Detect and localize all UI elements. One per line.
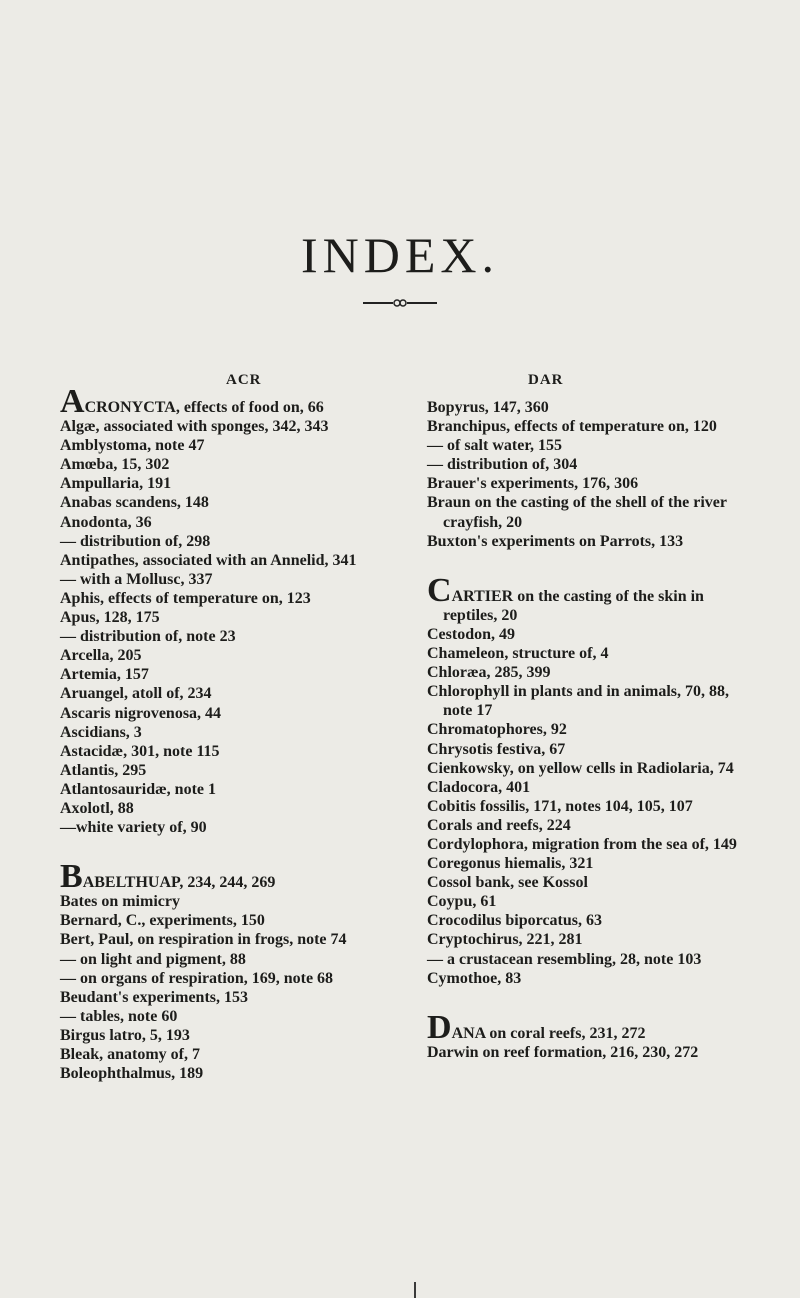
index-entry: Chlorophyll in plants and in animals, 70, 88, note 17 [427,683,730,720]
index-entry: Bernard, C., experiments, 150 [60,912,265,930]
index-entry: Cymothoe, 83 [427,969,522,987]
index-entry: Antipathes, associated with an Annelid, 341 [60,551,357,569]
section-gap [427,551,762,587]
index-entry: CARTIER on the casting of the skin in reptiles, 20 [427,571,704,624]
index-entry: Ascidians, 3 [60,723,142,741]
index-entry: Axolotl, 88 [60,799,134,817]
index-entry: DANA on coral reefs, 231, 272 [427,1008,646,1046]
column-divider [414,1282,416,1298]
index-entry: Ascaris nigrovenosa, 44 [60,704,222,722]
index-entry: Buxton's experiments on Parrots, 133 [427,532,684,550]
title-ornament [363,298,437,308]
index-entry: Coypu, 61 [427,893,497,911]
index-entry: Braun on the casting of the shell of the river crayfish, 20 [427,494,727,531]
index-entry: Coregonus hiemalis, 321 [427,855,594,873]
index-column-left [60,383,385,1083]
index-entry: Atlantosauridæ, note 1 [60,780,217,798]
index-entry: Aphis, effects of temperature on, 123 [60,589,311,607]
index-entry: Algæ, associated with sponges, 342, 343 [60,418,329,436]
index-entry: Beudant's experiments, 153 [60,988,248,1006]
section-gap [60,837,385,873]
index-entry: Brauer's experiments, 176, 306 [427,475,639,493]
index-entry: Cladocora, 401 [427,778,531,796]
index-entry: Bleak, anatomy of, 7 [60,1046,200,1063]
index-entry: Bert, Paul, on respiration in frogs, note 74 [60,931,347,949]
index-entry: BABELTHUAP, 234, 244, 269 [60,858,276,896]
index-entry: Branchipus, effects of temperature on, 120 [427,418,717,436]
index-entry: Darwin on reef formation, 216, 230, 272 [427,1043,699,1061]
index-column-right [427,398,762,1062]
index-entry: Birgus latro, 5, 193 [60,1026,190,1044]
index-entry: Chrysotis festiva, 67 [427,740,566,758]
index-entry: Chromatophores, 92 [427,721,567,739]
index-entry: Artemia, 157 [60,666,149,684]
index-entry: Bopyrus, 147, 360 [427,399,549,416]
index-entry: Ampullaria, 191 [60,475,172,493]
index-entry: — on light and pigment, 88 [60,950,246,968]
index-entry: Cestodon, 49 [427,625,516,643]
index-entry: Chameleon, structure of, 4 [427,645,609,663]
index-entry: Atlantis, 295 [60,761,147,779]
index-entry: Boleophthalmus, 189 [60,1065,204,1083]
index-entry: Anodonta, 36 [60,513,152,531]
index-entry: Aruangel, atoll of, 234 [60,685,212,703]
index-entry: Cossol bank, see Kossol [427,874,588,892]
index-entry: Corals and reefs, 224 [427,816,571,834]
index-entry: — with a Mollusc, 337 [60,570,213,588]
section-gap [427,988,762,1024]
index-entry: Arcella, 205 [60,647,142,665]
index-entry: — on organs of respiration, 169, note 68 [60,969,334,987]
running-head-right: DAR [528,372,564,388]
index-entry: Cordylophora, migration from the sea of, 149 [427,835,737,853]
page-title: INDEX. [300,227,500,283]
index-entry: — tables, note 60 [60,1007,178,1025]
index-entry: Cobitis fossilis, 171, notes 104, 105, 107 [427,797,693,815]
index-entry: Chloræa, 285, 399 [427,664,551,682]
index-entry: Apus, 128, 175 [60,609,160,627]
index-entry: Cryptochirus, 221, 281 [427,931,583,949]
index-entry: Anabas scandens, 148 [60,494,209,512]
index-entry: Amœba, 15, 302 [60,456,170,474]
index-entry: — distribution of, note 23 [60,628,236,646]
index-entry: — of salt water, 155 [427,437,562,455]
index-entry: Crocodilus biporcatus, 63 [427,912,602,930]
running-head-left: ACR [226,372,262,388]
index-entry: Cienkowsky, on yellow cells in Radiolaria, 74 [427,759,734,777]
index-entry: — a crustacean resembling, 28, note 103 [427,950,702,968]
index-entry: ACRONYCTA, effects of food on, 66 [60,383,324,420]
index-entry: Amblystoma, note 47 [60,437,205,455]
index-entry: —white variety of, 90 [60,819,207,837]
index-entry: — distribution of, 304 [427,456,578,474]
index-entry: Astacidæ, 301, note 115 [60,742,220,760]
index-entry: Bates on mimicry [60,893,180,911]
index-entry: — distribution of, 298 [60,532,211,550]
